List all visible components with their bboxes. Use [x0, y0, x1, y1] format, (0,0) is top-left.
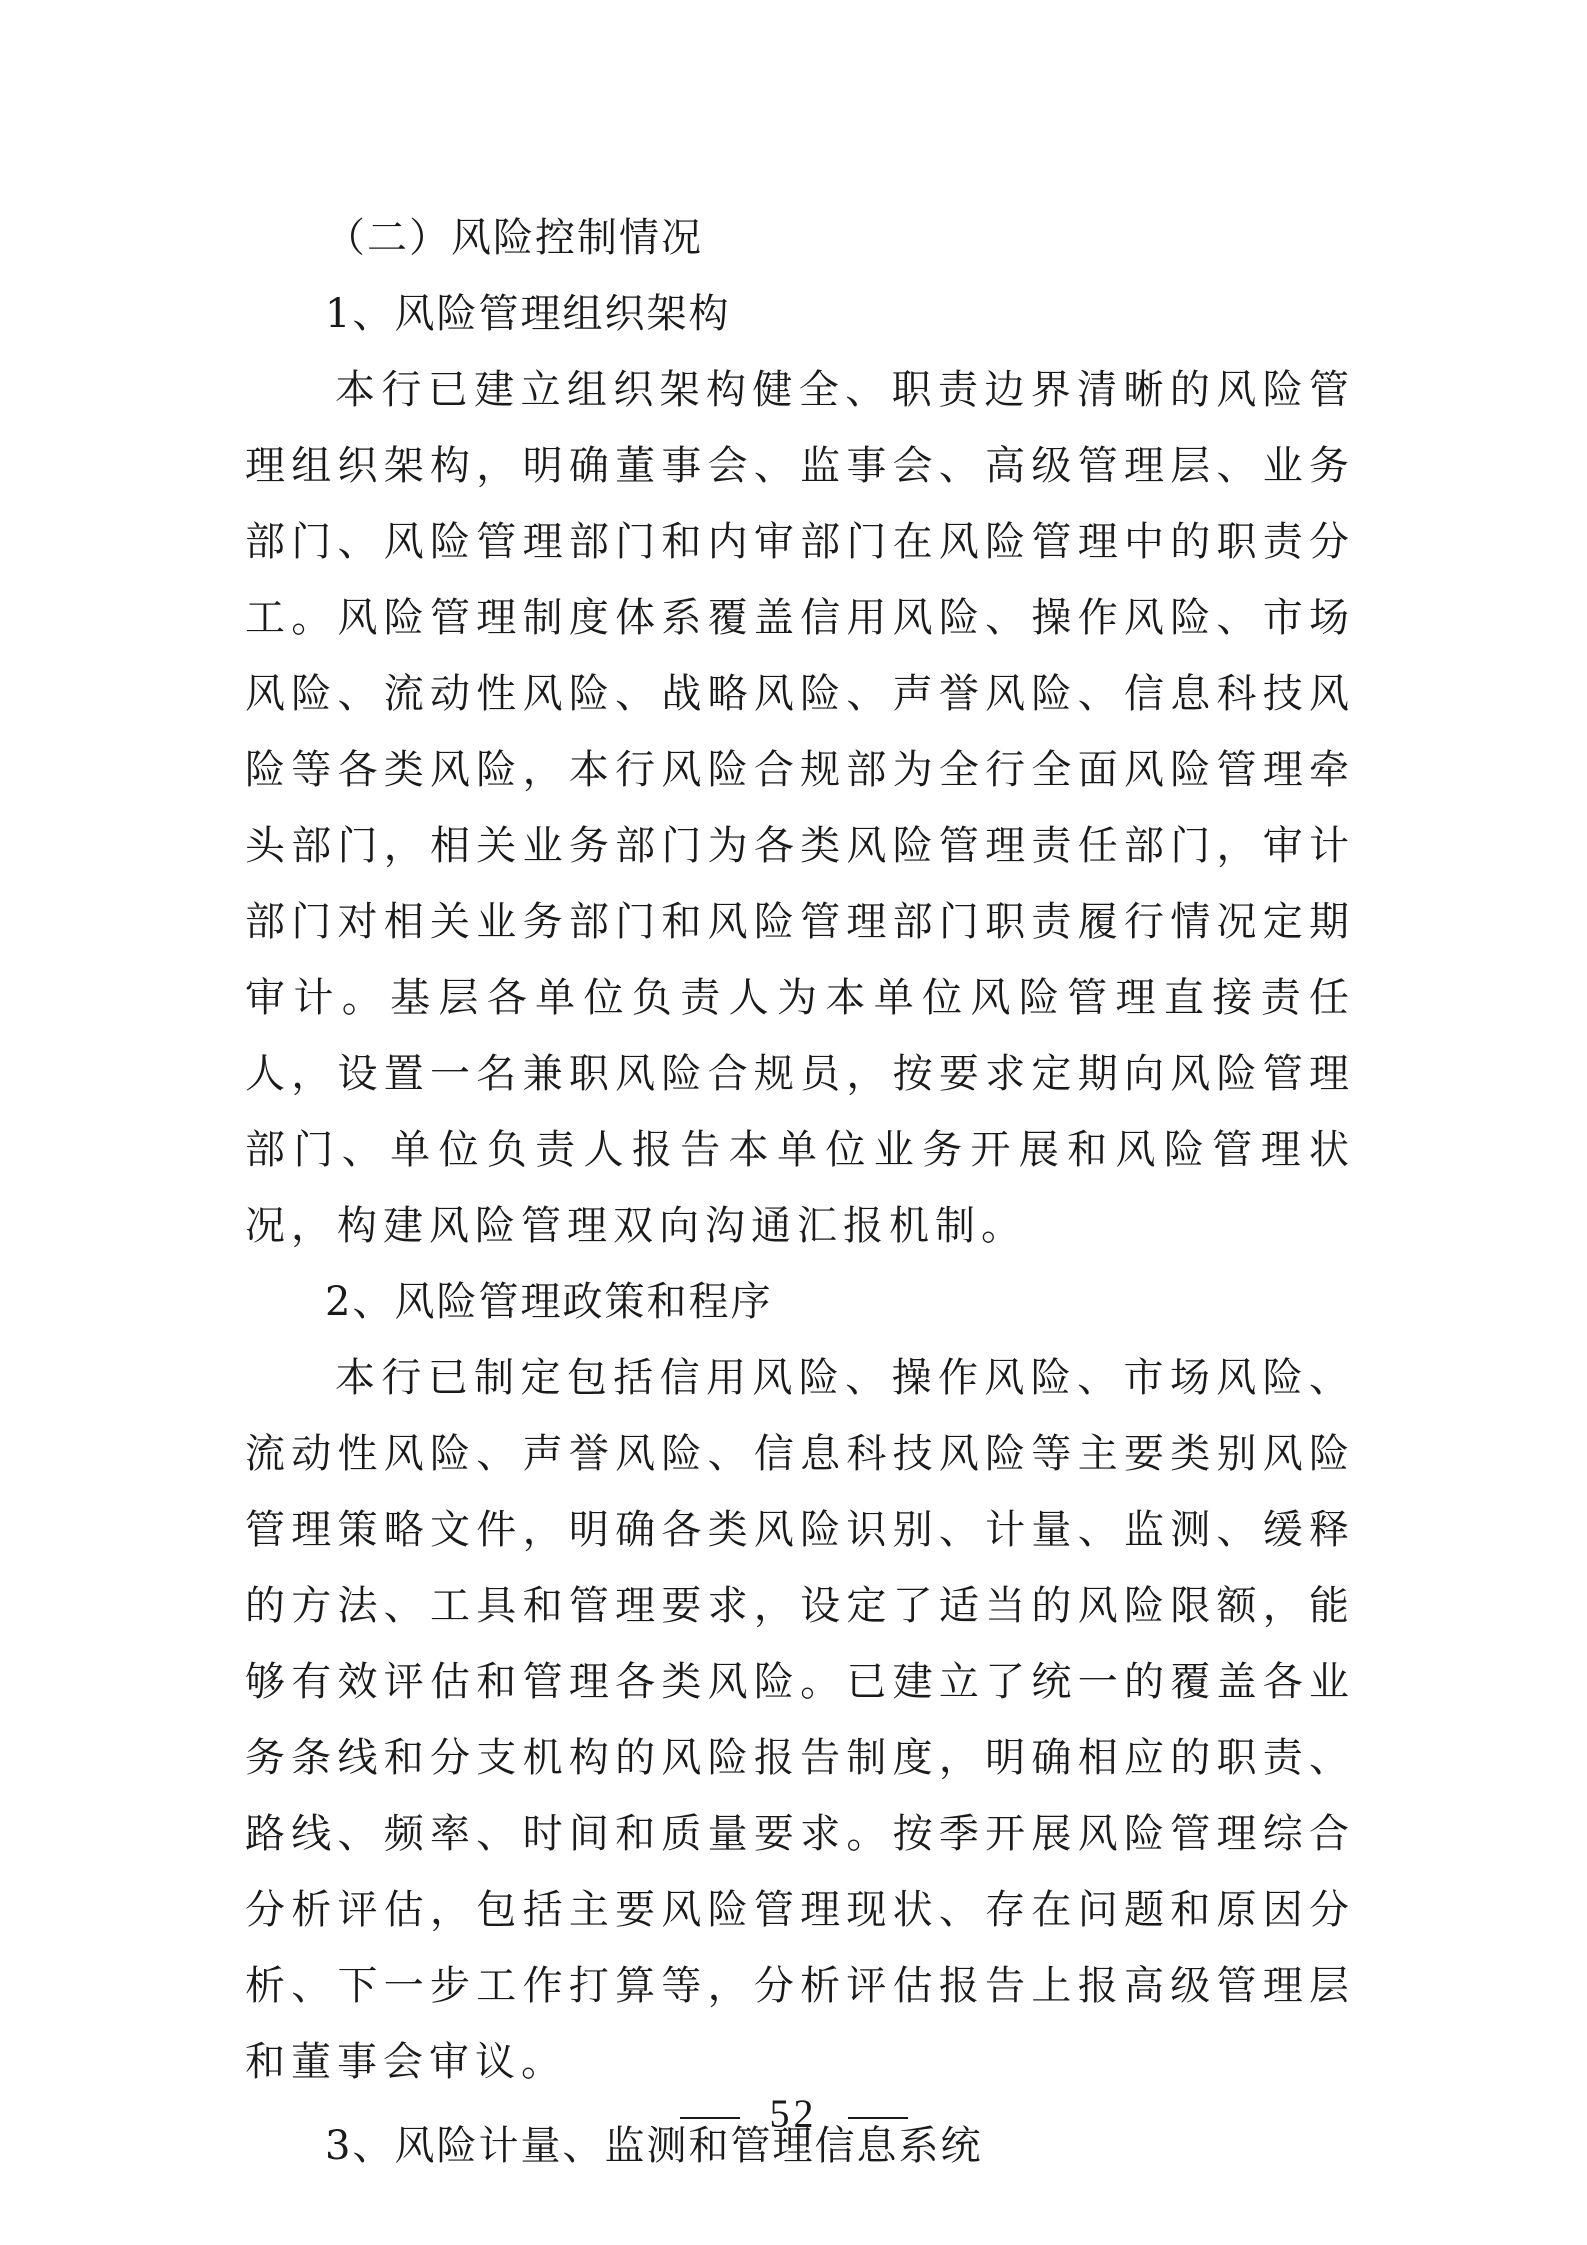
subsection-1-body: [245, 352, 1355, 1264]
subsection-3-heading: 3、风险计量、监测和管理信息系统: [325, 2123, 983, 2169]
footer-left-dash: [680, 2117, 740, 2119]
subsection-2-paragraph: 本行已制定包括信用风险、操作风险、市场风险、流动性风险、声誉风险、信息科技风险等主要类别风险管理策略文件，明确各类风险识别、计量、监测、缓释的方法、工具和管理要求，设定了适当的风险限额，能够有效评估和管理各类风险。已建立了统一的覆盖各业务条线和分支机构的风险报告制度，明确相应的职责、路线、频率、时间和质量要求。按季开展风险管理综合分析评估，包括主要风险管理现状、存在问题和原因分析、下一步工作打算等，分析评估报告上报高级管理层和董事会审议。: [245, 1355, 1355, 2085]
page-footer: [0, 2090, 1587, 2137]
subsection-2-heading: 2、风险管理政策和程序: [325, 1279, 773, 1325]
page-number: 52: [769, 2091, 818, 2136]
section-heading: （二）风险控制情况: [325, 215, 703, 261]
subsection-1-heading: 1、风险管理组织架构: [325, 291, 731, 337]
subsection-2-body: [245, 1340, 1355, 2100]
footer-right-dash: [848, 2117, 908, 2119]
document-content: [245, 200, 1355, 2184]
subsection-1-paragraph: 本行已建立组织架构健全、职责边界清晰的风险管理组织架构，明确董事会、监事会、高级管理层、业务部门、风险管理部门和内审部门在风险管理中的职责分工。风险管理制度体系覆盖信用风险、操作风险、市场风险、流动性风险、战略风险、声誉风险、信息科技风险等各类风险，本行风险合规部为全行全面风险管理牵头部门，相关业务部门为各类风险管理责任部门，审计部门对相关业务部门和风险管理部门职责履行情况定期审计。基层各单位负责人为本单位风险管理直接责任人，设置一名兼职风险合规员，按要求定期向风险管理部门、单位负责人报告本单位业务开展和风险管理状况，构建风险管理双向沟通汇报机制。: [245, 367, 1355, 1249]
